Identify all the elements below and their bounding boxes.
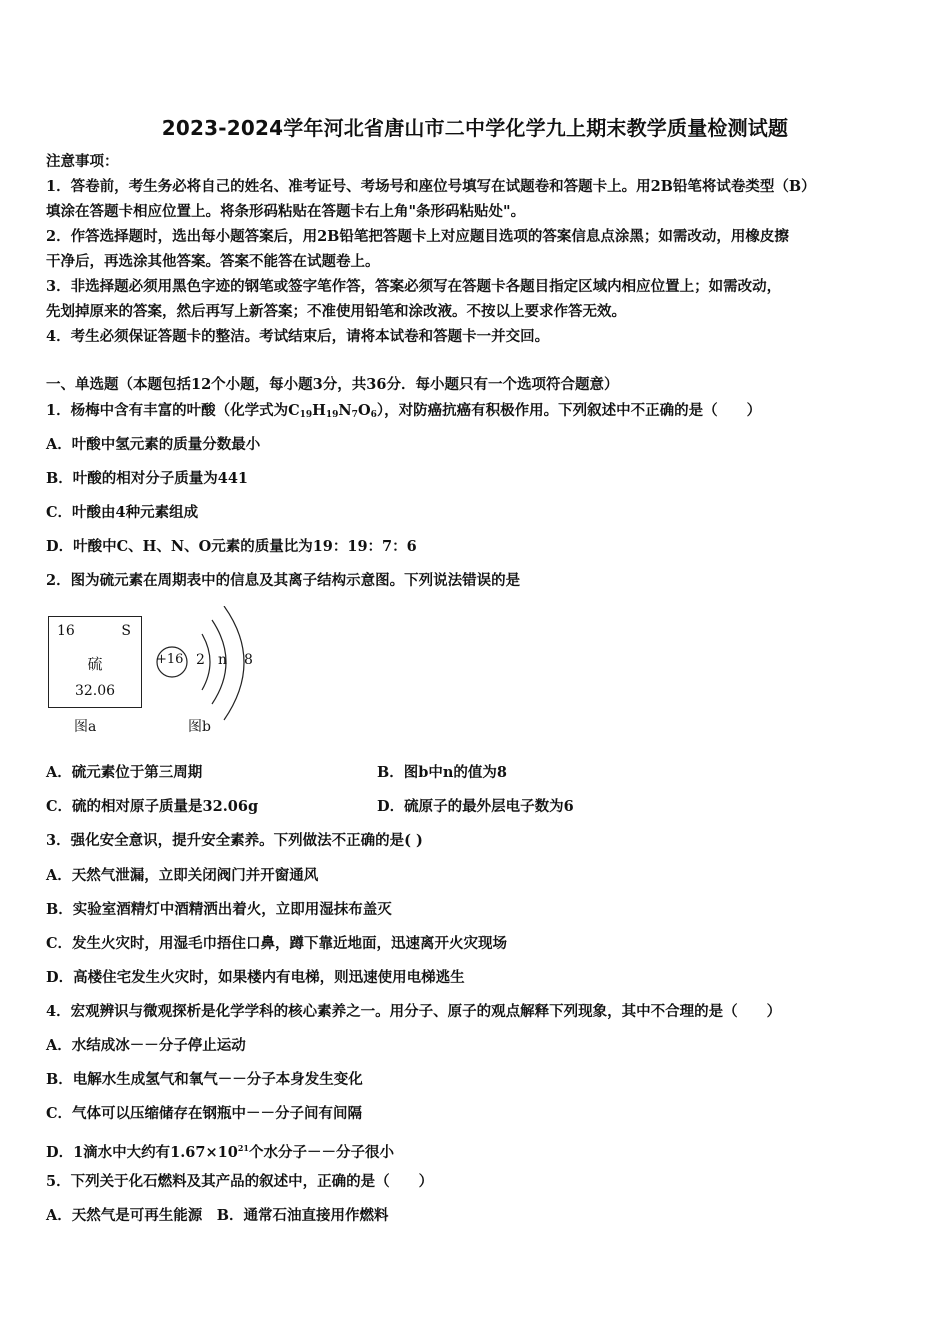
question-1-stem xyxy=(46,401,761,425)
q4-option-a: A．水结成冰－－分子停止运动 xyxy=(46,1037,246,1054)
q3-option-a: A．天然气泄漏，立即关闭阀门并开窗通风 xyxy=(46,867,319,884)
q4-d-text: D．1滴水中大约有1.67×10 xyxy=(46,1144,238,1161)
q1-text: ），对防癌抗癌有积极作用。下列叙述中不正确的是（ ） xyxy=(376,402,762,419)
q2-option-c: C．硫的相对原子质量是32.06g xyxy=(46,798,259,815)
q1-option-b: B．叶酸的相对分子质量为441 xyxy=(46,470,249,487)
notes-line: 干净后，再选涂其他答案。答案不能答在试题卷上。 xyxy=(46,253,380,270)
notes-line: 填涂在答题卡相应位置上。将条形码粘贴在答题卡右上角"条形码粘贴处"。 xyxy=(46,203,526,220)
q4-d-text: 个水分子－－分子很小 xyxy=(248,1144,394,1161)
question-4-stem: 4．宏观辨识与微观探析是化学学科的核心素养之一。用分子、原子的观点解释下列现象，其中不合理的是（ ） xyxy=(46,1003,782,1020)
q2-option-a: A．硫元素位于第三周期 xyxy=(46,764,203,781)
q4-option-d xyxy=(46,1138,394,1163)
shell-3-count: 8 xyxy=(244,652,253,668)
q4-d-exponent: 21 xyxy=(237,1143,249,1153)
q3-option-b: B．实验室酒精灯中酒精洒出着火，立即用湿抹布盖灭 xyxy=(46,901,392,918)
notes-line: 1．答卷前，考生务必将自己的姓名、准考证号、考场号和座位号填写在试题卷和答题卡上。用2B铅笔将试卷类型（B） xyxy=(46,178,816,195)
atomic-number: 16 xyxy=(57,623,75,639)
q1-sub: 7 xyxy=(351,410,358,420)
notes-heading: 注意事项： xyxy=(46,153,119,170)
section-heading: 一、单选题（本题包括12个小题，每小题3分，共36分．每小题只有一个选项符合题意） xyxy=(46,376,619,393)
q1-option-c: C．叶酸由4种元素组成 xyxy=(46,504,199,521)
question-2-stem: 2．图为硫元素在周期表中的信息及其离子结构示意图。下列说法错误的是 xyxy=(46,572,521,589)
question-3-stem: 3．强化安全意识，提升安全素养。下列做法不正确的是( ) xyxy=(46,832,423,849)
notes-line: 先划掉原来的答案，然后再写上新答案；不准使用铅笔和涂改液。不按以上要求作答无效。 xyxy=(46,303,626,320)
shell-1-count: 2 xyxy=(196,652,205,668)
q1-option-a: A．叶酸中氢元素的质量分数最小 xyxy=(46,436,261,453)
q1-option-d: D．叶酸中C、H、N、O元素的质量比为19：19：7：6 xyxy=(46,538,417,555)
page-title: 2023-2024学年河北省唐山市二中学化学九上期末教学质量检测试题 xyxy=(161,116,789,140)
q2-option-b: B．图b中n的值为8 xyxy=(377,764,508,781)
q1-text: 1．杨梅中含有丰富的叶酸（化学式为C xyxy=(46,402,300,419)
q1-text: H xyxy=(312,402,326,419)
q1-sub: 19 xyxy=(299,410,313,420)
q3-option-d: D．高楼住宅发生火灾时，如果楼内有电梯，则迅速使用电梯逃生 xyxy=(46,969,465,986)
element-name: 硫 xyxy=(87,655,103,673)
q1-text: O xyxy=(357,402,371,419)
q1-text: N xyxy=(338,402,352,419)
q1-sub: 19 xyxy=(325,410,339,420)
nucleus-charge: +16 xyxy=(156,652,184,667)
q2-option-d: D．硫原子的最外层电子数为6 xyxy=(377,798,574,815)
notes-line: 4．考生必须保证答题卡的整洁。考试结束后，请将本试卷和答题卡一并交回。 xyxy=(46,328,550,345)
shell-2-count: n xyxy=(218,652,228,668)
q4-option-c: C．气体可以压缩储存在钢瓶中－－分子间有间隔 xyxy=(46,1105,363,1122)
question-5-stem: 5．下列关于化石燃料及其产品的叙述中，正确的是（ ） xyxy=(46,1173,434,1190)
notes-line: 3．非选择题必须用黑色字迹的钢笔或签字笔作答，答案必须写在答题卡各题目指定区域内相应位置上；如需改动， xyxy=(46,278,782,295)
q3-option-c: C．发生火灾时，用湿毛巾捂住口鼻，蹲下靠近地面，迅速离开火灾现场 xyxy=(46,935,508,952)
figure-a-caption: 图a xyxy=(74,719,97,735)
notes-line: 2．作答选择题时，选出每小题答案后，用2B铅笔把答题卡上对应题目选项的答案信息点涂黑；如需改动，用橡皮擦 xyxy=(46,228,789,245)
q5-options-ab: A．天然气是可再生能源 B．通常石油直接用作燃料 xyxy=(46,1207,389,1224)
periodic-table-cell xyxy=(48,616,142,708)
figure-b-caption: 图b xyxy=(188,719,211,735)
sulfur-figure xyxy=(46,606,266,746)
element-symbol: S xyxy=(121,623,131,639)
q1-sub: 6 xyxy=(370,410,377,420)
q4-option-b: B．电解水生成氢气和氧气－－分子本身发生变化 xyxy=(46,1071,363,1088)
atomic-mass: 32.06 xyxy=(74,683,116,699)
